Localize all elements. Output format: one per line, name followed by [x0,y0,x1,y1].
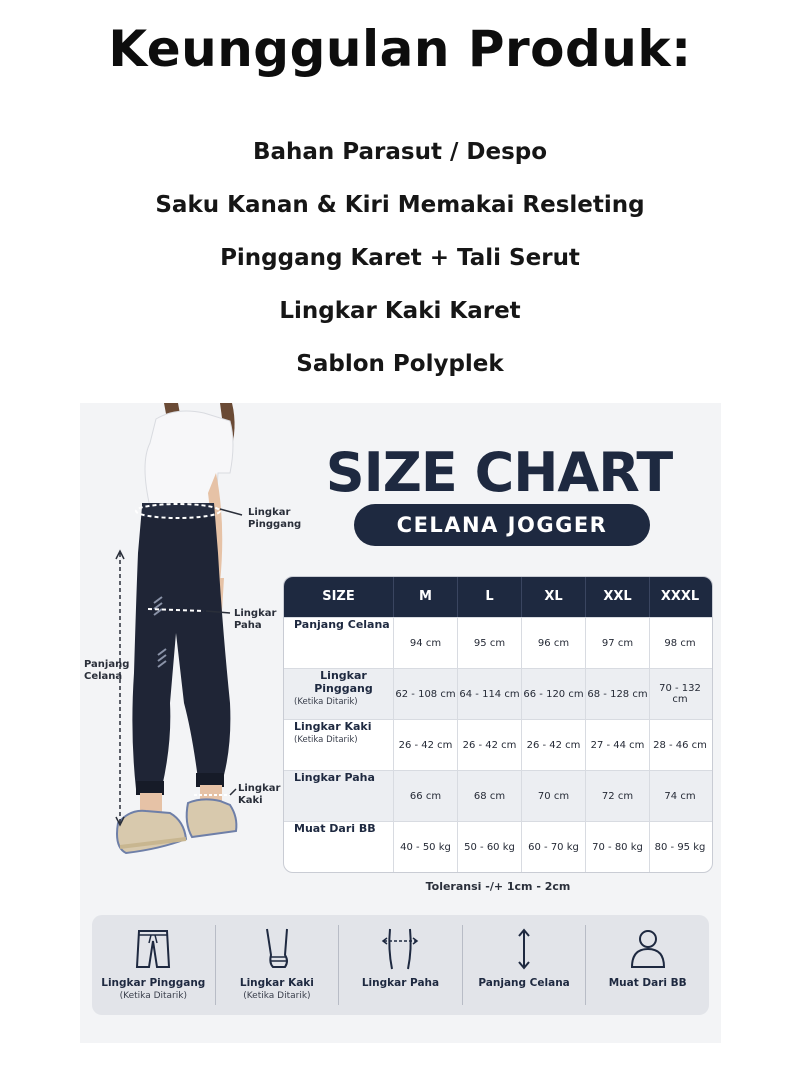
ankle-icon [255,927,299,971]
row-label-cell [284,618,394,668]
table-cell: 95 cm [458,618,522,668]
legend-item-lingkar-pinggang [92,925,216,1005]
callout-line: Panjang [84,659,130,670]
header-cell: XXXL [660,589,700,604]
table-header-row [284,577,712,617]
table-cell: 98 cm [664,637,696,649]
row-label-cell [284,822,394,872]
callout-lingkar-kaki [238,783,280,807]
table-row [284,617,712,668]
row-label-cell [284,720,394,770]
table-cell: 26 - 42 cm [458,720,522,770]
row-sublabel: (Ketika Ditarik) [294,735,358,745]
table-cell: 62 - 108 cm [394,669,458,719]
tolerance-note: Toleransi -/+ 1cm - 2cm [425,880,571,893]
callout-lingkar-pinggang [248,507,301,531]
feature-item: Lingkar Kaki Karet [279,298,521,324]
feature-list [0,134,800,399]
legend-item-lingkar-paha [339,925,463,1005]
callout-panjang-celana [84,659,129,683]
table-cell: 64 - 114 cm [458,669,522,719]
table-cell: 70 - 132 cm [659,683,701,705]
length-arrow-icon [502,927,546,971]
size-chart-subtitle: CELANA JOGGER [354,504,650,546]
legend-label: Lingkar Paha [361,977,440,989]
callout-line: Celana [84,671,123,682]
feature-item: Saku Kanan & Kiri Memakai Resleting [155,192,645,218]
table-cell: 60 - 70 kg [522,822,586,872]
table-row [284,770,712,821]
table-cell: 68 - 128 cm [586,669,650,719]
legend-label: Muat Dari BB [608,977,687,989]
callout-line: Lingkar [234,608,277,619]
table-cell: 72 cm [586,771,650,821]
table-cell: 96 cm [522,618,586,668]
legend-sublabel: (Ketika Ditarik) [243,991,311,1001]
callout-lingkar-paha [234,608,276,632]
table-cell: 74 cm [664,790,696,802]
page-headline: Keunggulan Produk: [108,20,692,78]
row-label-cell [284,669,394,719]
feature-item: Sablon Polyplek [296,351,504,377]
feature-item: Pinggang Karet + Tali Serut [220,245,580,271]
size-chart-title: SIZE CHART [325,441,673,504]
header-cell: XL [522,577,586,617]
row-label: Muat Dari BB [294,822,376,835]
size-chart-panel [80,403,721,1043]
header-cell: L [458,577,522,617]
table-cell: 66 cm [394,771,458,821]
measurement-legend [92,915,709,1015]
table-cell: 70 cm [522,771,586,821]
table-cell: 80 - 95 kg [654,841,706,853]
thigh-icon [378,927,422,971]
table-cell: 26 - 42 cm [394,720,458,770]
table-cell: 70 - 80 kg [586,822,650,872]
header-cell: SIZE [284,577,394,617]
row-label: Panjang Celana [294,618,390,631]
table-cell: 66 - 120 cm [522,669,586,719]
row-label: Lingkar Pinggang [314,669,373,695]
person-icon [626,927,670,971]
callout-line: Pinggang [248,519,302,530]
table-cell: 27 - 44 cm [586,720,650,770]
callout-line: Lingkar [248,507,291,518]
legend-item-lingkar-kaki [216,925,340,1005]
callout-line: Lingkar [238,783,281,794]
legend-label: Lingkar Pinggang [101,977,206,989]
waist-icon [131,927,175,971]
table-cell: 40 - 50 kg [394,822,458,872]
table-cell: 26 - 42 cm [522,720,586,770]
table-cell: 28 - 46 cm [653,739,707,751]
header-cell: M [394,577,458,617]
table-cell: 97 cm [586,618,650,668]
size-table [283,576,713,873]
row-label: Lingkar Kaki [294,720,372,733]
legend-item-panjang-celana [463,925,587,1005]
feature-item: Bahan Parasut / Despo [252,139,548,165]
table-cell: 50 - 60 kg [458,822,522,872]
row-sublabel: (Ketika Ditarik) [294,697,358,707]
table-row [284,821,712,872]
table-row [284,719,712,770]
header-cell: XXL [586,577,650,617]
legend-label: Panjang Celana [478,977,570,989]
row-label: Lingkar Paha [294,771,375,784]
legend-sublabel: (Ketika Ditarik) [119,991,187,1001]
table-row [284,668,712,719]
legend-label: Lingkar Kaki [239,977,314,989]
legend-item-muat-dari-bb [586,925,709,1005]
model-illustration [80,403,280,903]
row-label-cell [284,771,394,821]
table-cell: 68 cm [458,771,522,821]
table-cell: 94 cm [394,618,458,668]
callout-line: Paha [234,620,262,631]
callout-line: Kaki [238,795,263,806]
